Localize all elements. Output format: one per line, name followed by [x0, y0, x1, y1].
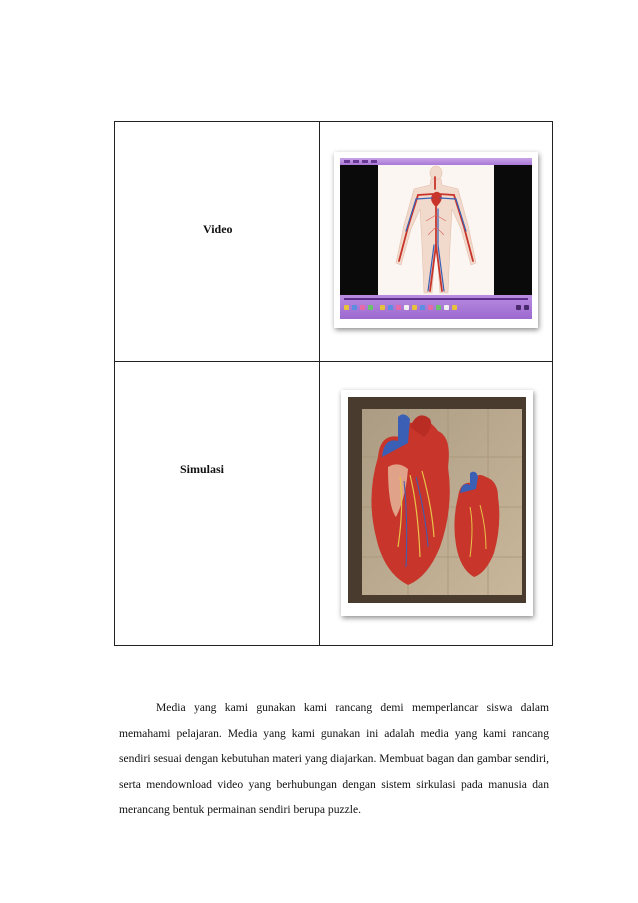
- player-title-bar: [340, 158, 532, 165]
- row-label-simulasi: Simulasi: [180, 462, 225, 476]
- media-table: [114, 121, 553, 646]
- human-body-circulation-icon: [378, 165, 494, 295]
- heart-puzzle-image: [348, 397, 526, 603]
- heart-puzzle-photo: [341, 390, 533, 616]
- row-label-video: Video: [203, 222, 233, 236]
- player-seek-bar: [344, 298, 528, 300]
- stop-icon: [352, 305, 357, 310]
- next-icon: [368, 305, 373, 310]
- player-video-area: [340, 165, 532, 295]
- body-paragraph: Media yang kami gunakan kami rancang demi memperlancar siswa dalam memahami pelajaran. Media yang kami gunakan ini adalah media yang kami rancang sendiri sesuai dengan kebutuhan materi yang diajarkan. Membuat bagan dan gambar sendiri, serta mendownload video yang berhubungan dengan sistem sirkulasi pada manusia dan merancang bentuk permainan sendiri berupa puzzle.: [119, 701, 549, 817]
- table-row-divider: [115, 361, 552, 362]
- volume-icon: [516, 305, 521, 310]
- prev-icon: [360, 305, 365, 310]
- play-icon: [344, 305, 349, 310]
- heart-model-icon: [348, 397, 526, 603]
- player-control-bar: [340, 295, 532, 319]
- video-player-screenshot: [334, 152, 538, 328]
- circulatory-system-frame: [378, 165, 494, 295]
- table-column-divider: [319, 122, 320, 645]
